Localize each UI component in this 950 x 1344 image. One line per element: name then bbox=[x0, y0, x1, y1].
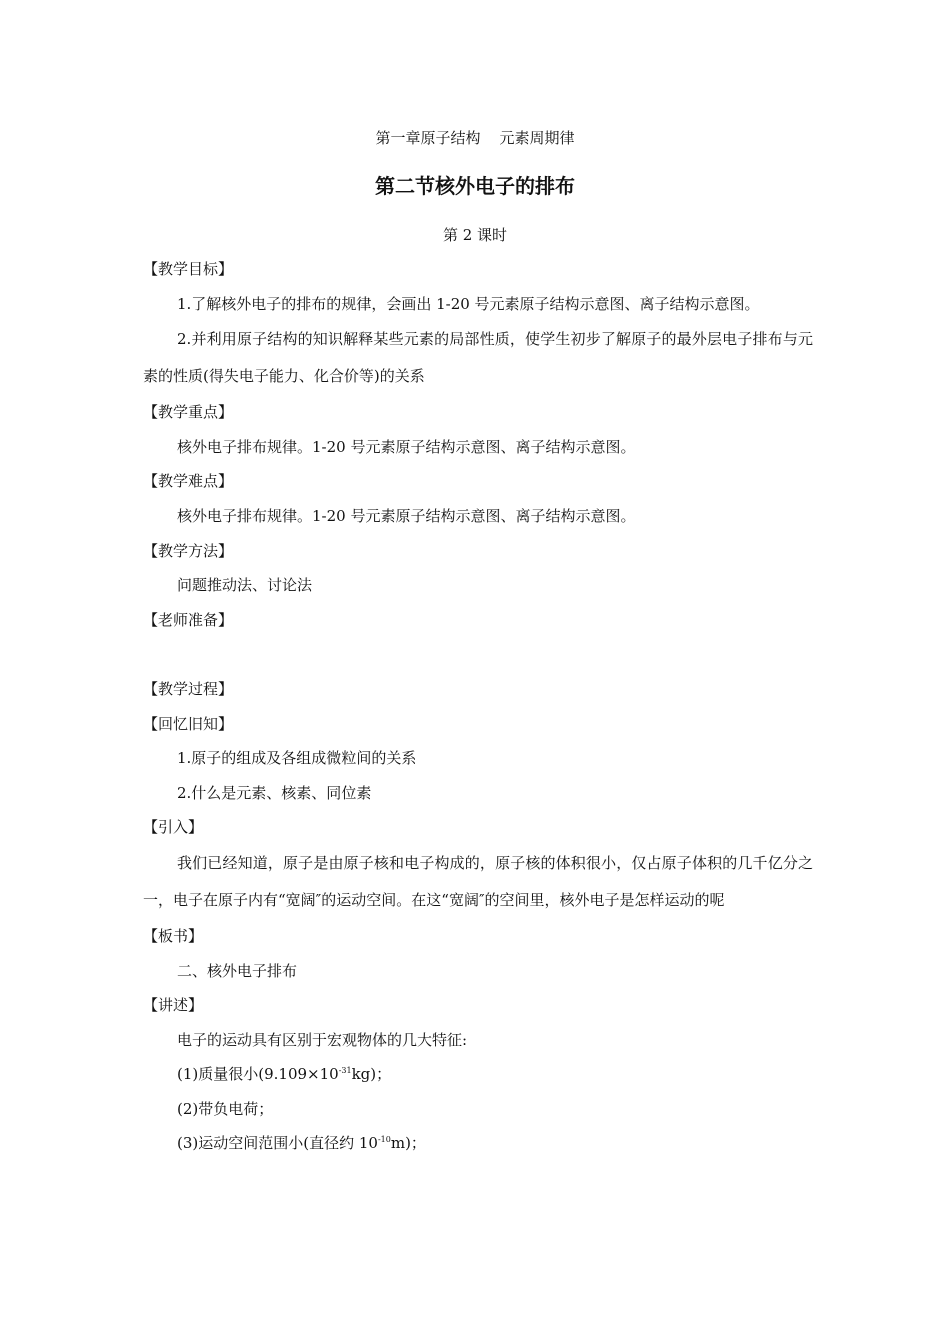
lecture-heading: 【讲述】 bbox=[143, 996, 204, 1015]
lecture-text: 电子的运动具有区别于宏观物体的几大特征: bbox=[177, 1030, 468, 1049]
feature-text: m)； bbox=[390, 1134, 426, 1153]
feature-text: (1)质量很小(9.109×10 bbox=[177, 1065, 339, 1084]
chapter-heading: 第一章原子结构 元素周期律 bbox=[375, 129, 575, 147]
document-body bbox=[143, 122, 813, 1161]
goal-item: 2.并利用原子结构的知识解释某些元素的局部性质，使学生初步了解原子的最外层电子排布与元素的性质(得失电子能力、化合价等)的关系 bbox=[143, 330, 813, 386]
feature-text: kg)； bbox=[351, 1065, 392, 1084]
review-heading: 【回忆旧知】 bbox=[143, 714, 234, 733]
preparation-heading: 【老师准备】 bbox=[143, 610, 234, 629]
key-points-text: 核外电子排布规律。1-20 号元素原子结构示意图、离子结构示意图。 bbox=[177, 437, 636, 456]
section-title: 第二节核外电子的排布 bbox=[375, 174, 575, 198]
key-points-heading: 【教学重点】 bbox=[143, 403, 234, 422]
review-item: 1.原子的组成及各组成微粒间的关系 bbox=[177, 749, 417, 768]
intro-heading: 【引入】 bbox=[143, 818, 204, 837]
intro-paragraph: 我们已经知道，原子是由原子核和电子构成的，原子核的体积很小，仅占原子体积的几千亿分之一，电子在原子内有“宽阔″的运动空间。在这“宽阔″的空间里，核外电子是怎样运动的呢 bbox=[143, 853, 813, 909]
lesson-number: 第 2 课时 bbox=[442, 226, 508, 244]
exponent: -10 bbox=[377, 1135, 391, 1145]
exponent: -31 bbox=[338, 1066, 352, 1076]
difficulty-heading: 【教学难点】 bbox=[143, 472, 234, 491]
difficulty-text: 核外电子排布规律。1-20 号元素原子结构示意图、离子结构示意图。 bbox=[177, 506, 636, 525]
goals-heading: 【教学目标】 bbox=[143, 260, 234, 278]
feature-item bbox=[143, 1126, 813, 1161]
board-heading: 【板书】 bbox=[143, 926, 204, 945]
goal-item: 1.了解核外电子的排布的规律，会画出 1-20 号元素原子结构示意图、离子结构示意图。 bbox=[177, 294, 760, 313]
feature-text: (3)运动空间范围小(直径约 10 bbox=[177, 1134, 378, 1153]
method-text: 问题推动法、讨论法 bbox=[177, 576, 313, 595]
method-heading: 【教学方法】 bbox=[143, 541, 234, 560]
feature-item bbox=[143, 1057, 813, 1092]
process-heading: 【教学过程】 bbox=[143, 679, 234, 698]
board-text: 二、核外电子排布 bbox=[177, 961, 298, 980]
blank-line bbox=[143, 637, 813, 672]
review-item: 2.什么是元素、核素、同位素 bbox=[177, 783, 372, 802]
feature-item: (2)带负电荷； bbox=[177, 1099, 274, 1118]
